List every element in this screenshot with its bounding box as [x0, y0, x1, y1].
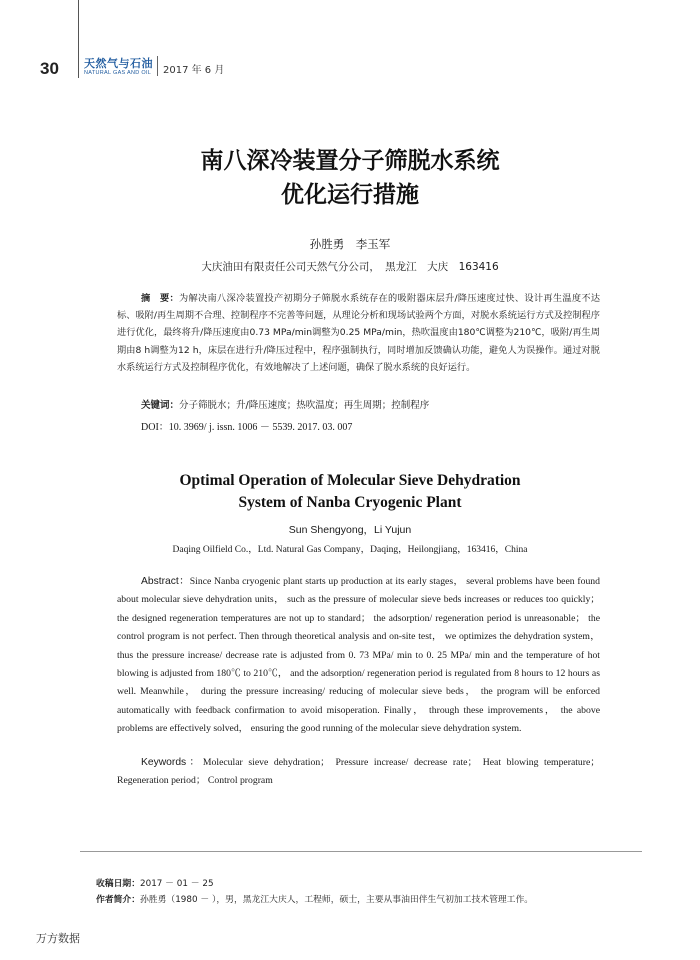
page-number: 30	[40, 59, 59, 78]
title-en-line1: Optimal Operation of Molecular Sieve Dehydration	[179, 472, 521, 489]
journal-name-cn: 天然气与石油	[84, 57, 153, 70]
authors-en: Sun Shengyong，Li Yujun	[288, 524, 412, 536]
abstract-cn-label: 摘 要：	[141, 293, 179, 304]
abstract-en	[117, 573, 600, 739]
keywords-cn-label: 关键词：	[141, 400, 180, 411]
title-en-line2: System of Nanba Cryogenic Plant	[238, 494, 462, 511]
abstract-cn-text: 为解决南八深冷装置投产初期分子筛脱水系统存在的吸附器床层升/降压速度过快、设计再生温度不达标、吸附/再生周期不合理、控制程序不完善等问题，从理论分析和现场试验两个方面，对脱水系统运行方式及控制程序进行优化，最终将升/降压速度由0.73 MPa/min调整为0.25 MPa/min，热吹温度由180℃调整为210℃，吸附/再生周期由8 h调整为12 h，床层在进行升/降压过程中，程序强制执行，同时增加反馈确认功能，避免人为误操作。通过对脱水系统运行方式及控制程序优化，有效地解决了上述问题，确保了脱水系统的良好运行。	[117, 293, 601, 373]
received-label: 收稿日期：	[96, 879, 140, 889]
footnote-author	[96, 892, 533, 905]
footnote-received	[96, 876, 214, 889]
received-text: 2017 － 01 － 25	[140, 879, 214, 889]
abstract-cn	[117, 290, 600, 376]
doi[interactable]: DOI：10. 3969/ j. issn. 1006 － 5539. 2017. 03. 007	[141, 422, 353, 433]
keywords-en-text: Molecular sieve dehydration； Pressure increase/ decrease rate； Heat blowing temperature； Regeneration period； Control program	[117, 757, 600, 786]
abstract-en-text: Since Nanba cryogenic plant starts up production at its early stages， several problems have been found about molecular sieve dehydration units， such as the pressure of molecular sieve beds increases or reduces too quickly； the designed regeneration temperatures are not up to standard； the adsorption/ regeneration period is unreasonable； the control program is not perfect. Then through theoretical analysis and on-site test， we optimizes the dehydration system， thus the pressure increase/ decrease rate is adjusted from 0. 73 MPa/ min to 0. 25 MPa/ min and the temperature of hot blowing is adjusted from 180℃ to 210℃， and the adsorption/ regeneration period is regulated from 8 hours to 12 hours as well. Meanwhile， during the pressure increasing/ reducing of molecular sieve beds， the program will be enforced automatically with feedback confirmation to avoid misoperation. Finally， through these improvements， the above problems are effectively solved， ensuring the good running of the molecular sieve dehydration system.	[117, 576, 600, 735]
keywords-en-label: Keywords：	[141, 757, 203, 768]
footnote-divider	[80, 851, 642, 852]
author-bio-label: 作者简介：	[96, 895, 140, 905]
abstract-en-label: Abstract：	[141, 576, 190, 587]
affiliation-en: Daqing Oilfield Co.，Ltd. Natural Gas Company，Daqing，Heilongjiang，163416，China	[172, 545, 528, 555]
wanfang-watermark: 万方数据	[36, 932, 80, 945]
issue-divider	[157, 56, 158, 76]
keywords-cn	[141, 397, 429, 411]
header-divider	[78, 0, 79, 78]
author-bio-text: 孙胜勇（1980 － ），男，黑龙江大庆人，工程师，硕士，主要从事油田伴生气初加工技术管理工作。	[140, 895, 534, 905]
title-cn-line1: 南八深冷装置分子筛脱水系统	[200, 147, 500, 174]
journal-name-en: NATURAL GAS AND OIL	[84, 70, 152, 76]
title-cn-line2: 优化运行措施	[281, 181, 419, 208]
authors-cn: 孙胜勇 李玉军	[309, 237, 391, 251]
keywords-en	[117, 754, 600, 790]
keywords-cn-text: 分子筛脱水；升/降压速度；热吹温度；再生周期；控制程序	[179, 400, 430, 411]
affiliation-cn: 大庆油田有限责任公司天然气分公司， 黑龙江 大庆 163416	[201, 261, 499, 273]
issue-date: 2017 年 6 月	[163, 65, 225, 76]
